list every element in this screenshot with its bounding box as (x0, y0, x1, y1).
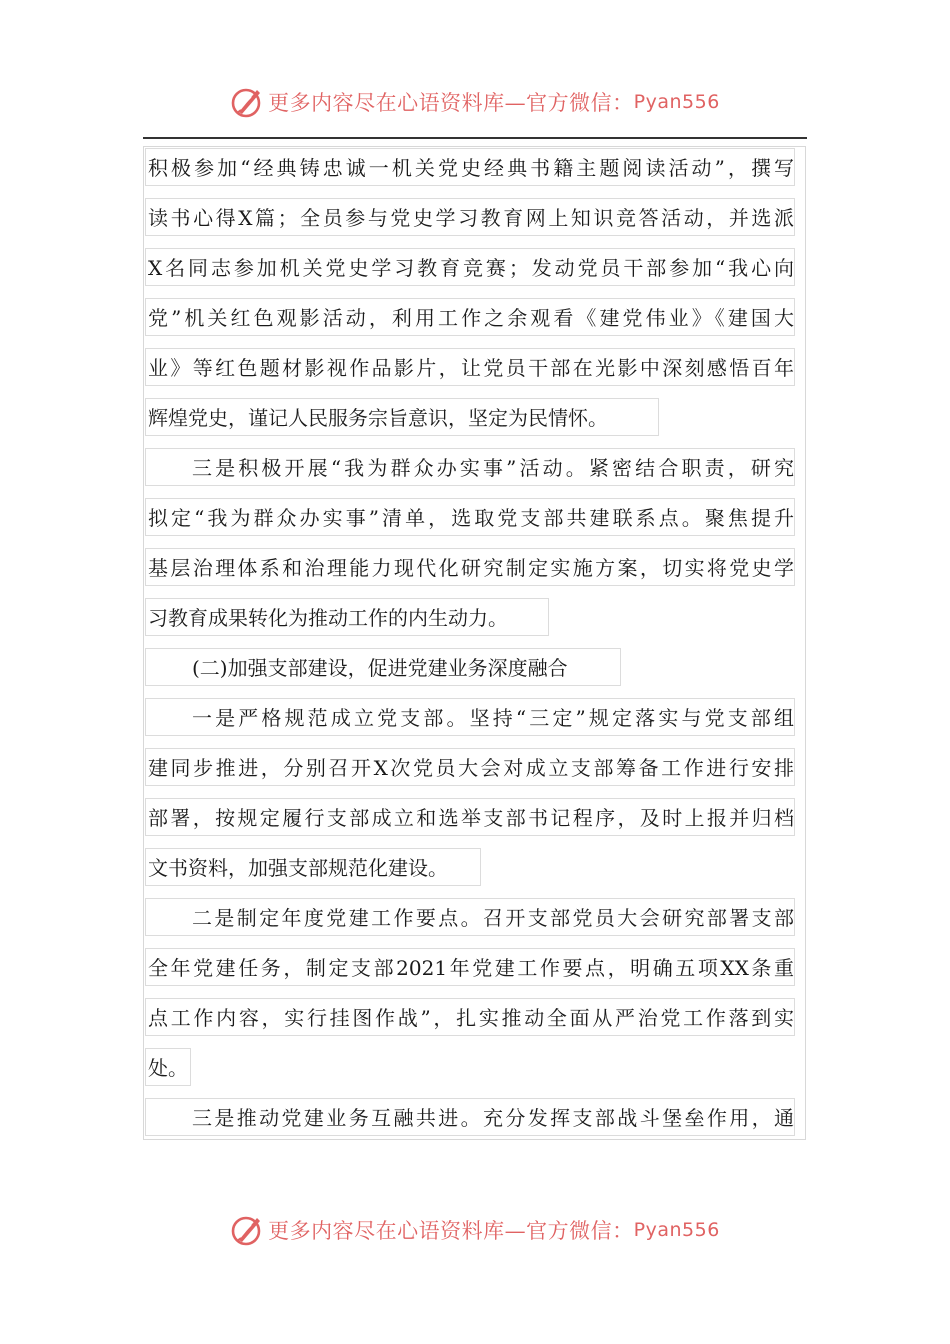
text-line: 党”机关红色观影活动，利用工作之余观看《建党伟业》《建国大 (145, 298, 795, 336)
header-rule (143, 137, 807, 139)
quill-logo-icon (230, 85, 264, 119)
text-line: 业》等红色题材影视作品影片，让党员干部在光影中深刻感悟百年 (145, 348, 795, 386)
text-line: 建同步推进，分别召开X次党员大会对成立支部筹备工作进行安排 (145, 748, 795, 786)
text-line: 习教育成果转化为推动工作的内生动力。 (145, 598, 549, 636)
text-line: 读书心得X篇；全员参与党史学习教育网上知识竞答活动，并选派 (145, 198, 795, 236)
text-line: X名同志参加机关党史学习教育竞赛；发动党员干部参加“我心向 (145, 248, 795, 286)
text-line: 积极参加“经典铸忠诚一机关党史经典书籍主题阅读活动”，撰写 (145, 148, 795, 186)
footer-watermark (0, 1210, 950, 1250)
header-watermark (0, 82, 950, 122)
text-line: 三是推动党建业务互融共进。充分发挥支部战斗堡垒作用，通 (145, 1098, 795, 1136)
text-line: 部署，按规定履行支部成立和选举支部书记程序，及时上报并归档 (145, 798, 795, 836)
text-line: 基层治理体系和治理能力现代化研究制定实施方案，切实将党史学 (145, 548, 795, 586)
text-line: 全年党建任务，制定支部2021年党建工作要点，明确五项XX条重 (145, 948, 795, 986)
text-line: 文书资料，加强支部规范化建设。 (145, 848, 481, 886)
page-frame (143, 146, 806, 1140)
watermark-wechat-id: Pyan556 (633, 91, 720, 113)
watermark-wechat-id: Pyan556 (633, 1219, 720, 1241)
watermark-text: 更多内容尽在心语资料库—官方微信： (268, 1219, 634, 1243)
text-line: 三是积极开展“我为群众办实事”活动。紧密结合职责，研究 (145, 448, 795, 486)
watermark-text: 更多内容尽在心语资料库—官方微信： (268, 91, 634, 115)
text-line: 辉煌党史，谨记人民服务宗旨意识，坚定为民情怀。 (145, 398, 659, 436)
text-line: 点工作内容，实行挂图作战”，扎实推动全面从严治党工作落到实 (145, 998, 795, 1036)
section-heading: (二)加强支部建设，促进党建业务深度融合 (145, 648, 621, 686)
text-line: 拟定“我为群众办实事”清单，选取党支部共建联系点。聚焦提升 (145, 498, 795, 536)
text-line: 二是制定年度党建工作要点。召开支部党员大会研究部署支部 (145, 898, 795, 936)
quill-logo-icon (230, 1213, 264, 1247)
text-line: 一是严格规范成立党支部。坚持“三定”规定落实与党支部组 (145, 698, 795, 736)
text-line: 处。 (145, 1048, 191, 1086)
